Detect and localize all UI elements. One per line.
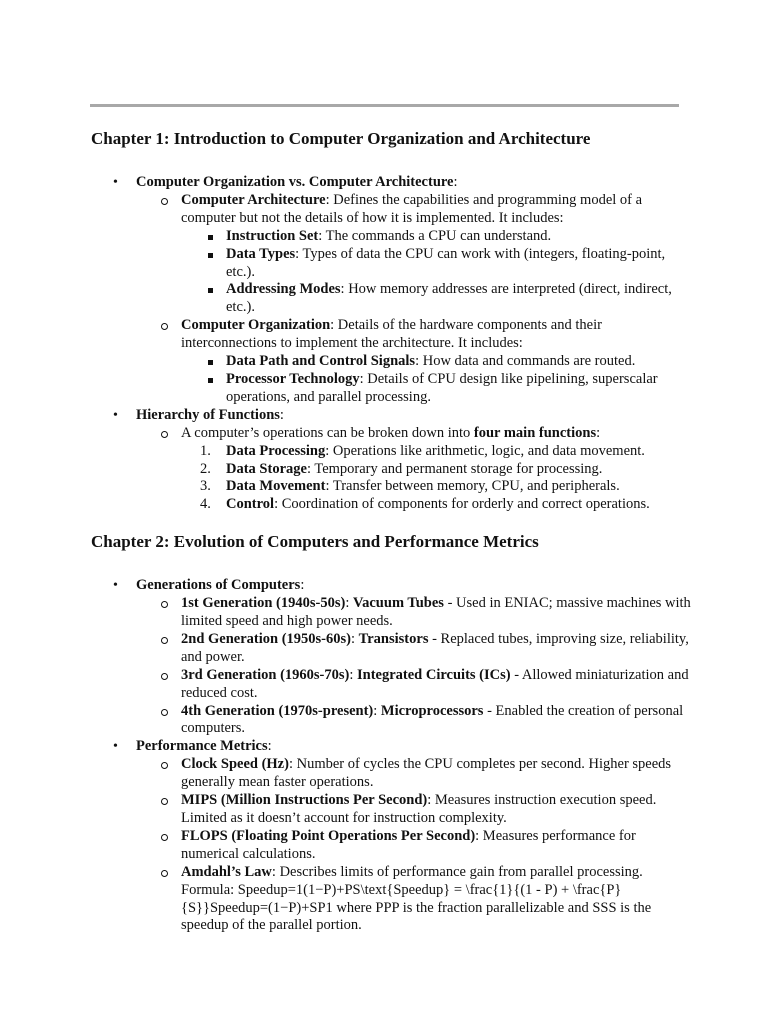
- list-item: Data Path and Control Signals: How data and commands are routed.: [181, 353, 691, 371]
- chapter-1-list: [91, 174, 691, 514]
- list-item: • Computer Organization vs. Computer Architecture: Computer Architecture: Defines the capabilities and programming model of a computer but not the details of how it is implemented. It includes: Instruction Set: The commands a CPU can understand. Data Types: Types of data the CPU can work with (integers, floating-point, etc.). Addressing Modes: How memory addresses are interpreted (direct, indirect, etc.). Computer Organization: Details of the hardware components and their interconnections to implement the architecture. It includes: Data Path and Control Signals: How data and commands are routed. Processor Technology: Details of CPU design like pipelining, superscalar operations, and parallel processing.: [91, 174, 691, 407]
- chapter-1-heading: Chapter 1: Introduction to Computer Organization and Architecture: [91, 129, 591, 148]
- list-item: Addressing Modes: How memory addresses are interpreted (direct, indirect, etc.).: [181, 281, 691, 317]
- horizontal-rule: [90, 104, 679, 107]
- list-item: Computer Architecture: Defines the capabilities and programming model of a computer but not the details of how it is implemented. It includes: Instruction Set: The commands a CPU can understand. Data Types: Types of data the CPU can work with (integers, floating-point, etc.). Addressing Modes: How memory addresses are interpreted (direct, indirect, etc.).: [136, 192, 691, 317]
- list-item: • Hierarchy of Functions: A computer’s operations can be broken down into four main functions: 1. Data Processing: Operations like arithmetic, logic, and data movement. 2. Data Storage: Temporary and permanent storage for processing. 3. Data Movement: Transfer between memory, CPU, and peripherals. 4. Control: Coordination of components for orderly and correct operations.: [91, 407, 691, 514]
- list-item: Computer Organization: Details of the hardware components and their interconnections to implement the architecture. It includes: Data Path and Control Signals: How data and commands are routed. Processor Technology: Details of CPU design like pipelining, superscalar operations, and parallel processing.: [136, 317, 691, 407]
- list-item: Instruction Set: The commands a CPU can understand.: [181, 228, 691, 246]
- list-item: A computer’s operations can be broken down into four main functions: 1. Data Processing: Operations like arithmetic, logic, and data movement. 2. Data Storage: Temporary and permanent storage for processing. 3. Data Movement: Transfer between memory, CPU, and peripherals. 4. Control: Coordination of components for orderly and correct operations.: [136, 425, 691, 515]
- list-item: 2nd Generation (1950s-60s): Transistors - Replaced tubes, improving size, reliability, and power.: [136, 631, 691, 667]
- list-item: 4th Generation (1970s-present): Microprocessors - Enabled the creation of personal computers.: [136, 703, 691, 739]
- list-item: 1st Generation (1940s-50s): Vacuum Tubes - Used in ENIAC; massive machines with limited speed and high power needs.: [136, 595, 691, 631]
- list-item: 1. Data Processing: Operations like arithmetic, logic, and data movement.: [200, 442, 645, 459]
- list-item: Amdahl’s Law: Describes limits of performance gain from parallel processing. Formula: Speedup=1(1−P)+PS\text{Speedup} = \frac{1}{(1 - P) + \frac{P}{S}}Speedup=(1−P)+SP1 where PPP is the fraction parallelizable and SSS is the speedup of the parallel portion.: [136, 864, 691, 936]
- list-item: • Generations of Computers: 1st Generation (1940s-50s): Vacuum Tubes - Used in ENIAC; massive machines with limited speed and high power needs. 2nd Generation (1950s-60s): Transistors - Replaced tubes, improving size, reliability, and power. 3rd Generation (1960s-70s): Integrated Circuits (ICs) - Allowed miniaturization and reduced cost. 4th Generation (1970s-present): Microprocessors - Enabled the creation of personal computers.: [91, 577, 691, 738]
- list-item: 3. Data Movement: Transfer between memory, CPU, and peripherals.: [200, 478, 620, 495]
- list-item: Data Types: Types of data the CPU can work with (integers, floating-point, etc.).: [181, 246, 691, 282]
- list-item: FLOPS (Floating Point Operations Per Second): Measures performance for numerical calculations.: [136, 828, 691, 864]
- list-item: • Performance Metrics: Clock Speed (Hz): Number of cycles the CPU completes per second. Higher speeds generally mean faster operations. MIPS (Million Instructions Per Second): Measures instruction execution speed. Limited as it doesn’t account for instruction complexity. FLOPS (Floating Point Operations Per Second): Measures performance for numerical calculations. Amdahl’s Law: Describes limits of performance gain from parallel processing. Formula: Speedup=1(1−P)+PS\text{Speedup} = \frac{1}{(1 - P) + \frac{P}{S}}Speedup=(1−P)+SP1 where PPP is the fraction parallelizable and SSS is the speedup of the parallel portion.: [91, 738, 691, 935]
- list-item: 3rd Generation (1960s-70s): Integrated Circuits (ICs) - Allowed miniaturization and reduced cost.: [136, 667, 691, 703]
- chapter-2-heading: Chapter 2: Evolution of Computers and Performance Metrics: [91, 532, 539, 552]
- list-item: MIPS (Million Instructions Per Second): Measures instruction execution speed. Limited as it doesn’t account for instruction complexity.: [136, 792, 691, 828]
- list-item: 2. Data Storage: Temporary and permanent storage for processing.: [200, 460, 603, 477]
- list-item: Clock Speed (Hz): Number of cycles the CPU completes per second. Higher speeds generally mean faster operations.: [136, 756, 691, 792]
- list-item: 4. Control: Coordination of components for orderly and correct operations.: [200, 496, 650, 513]
- list-item: Processor Technology: Details of CPU design like pipelining, superscalar operations, and parallel processing.: [181, 371, 691, 407]
- document-body: [91, 127, 691, 935]
- chapter-2-list: [91, 577, 691, 935]
